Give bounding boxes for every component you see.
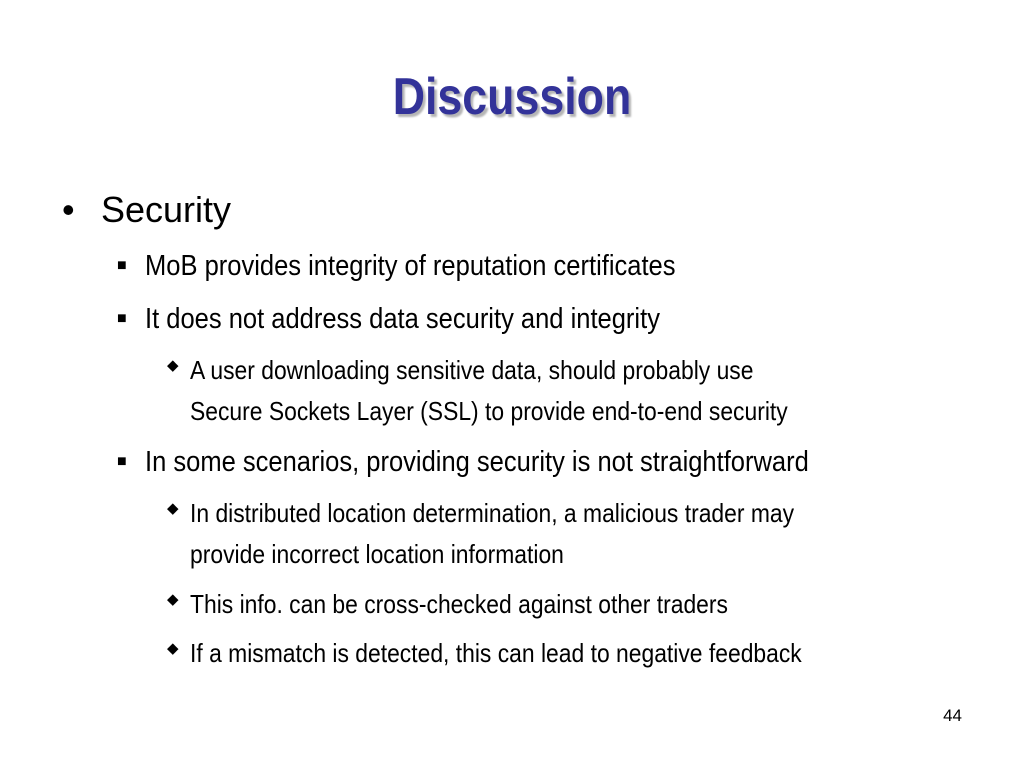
diamond-bullet-icon: ◆ <box>167 357 179 374</box>
bullet-text-continuation: Secure Sockets Layer (SSL) to provide end-to-end security <box>190 396 788 426</box>
bullet-text: It does not address data security and integrity <box>145 303 660 335</box>
bullet-text: This info. can be cross-checked against other traders <box>190 589 728 619</box>
bullet-text: If a mismatch is detected, this can lead to negative feedback <box>190 638 802 668</box>
square-bullet-icon: ■ <box>117 453 127 470</box>
bullet-text: In distributed location determination, a malicious trader may <box>190 498 795 528</box>
diamond-bullet-icon: ◆ <box>167 591 179 608</box>
bullet-text: In some scenarios, providing security is not straightforward <box>145 446 809 478</box>
diamond-bullet-icon: ◆ <box>167 500 179 517</box>
diamond-bullet-icon: ◆ <box>167 640 179 657</box>
round-bullet-icon: • <box>62 189 75 230</box>
page-number: 44 <box>943 706 962 725</box>
bullet-text: MoB provides integrity of reputation certificates <box>145 250 676 282</box>
slide-title: Discussion <box>392 68 632 126</box>
bullet-text-continuation: provide incorrect location information <box>190 539 564 569</box>
bullet-text: Security <box>101 189 232 230</box>
square-bullet-icon: ■ <box>117 257 127 274</box>
square-bullet-icon: ■ <box>117 310 127 327</box>
bullet-text: A user downloading sensitive data, should probably use <box>190 355 754 385</box>
